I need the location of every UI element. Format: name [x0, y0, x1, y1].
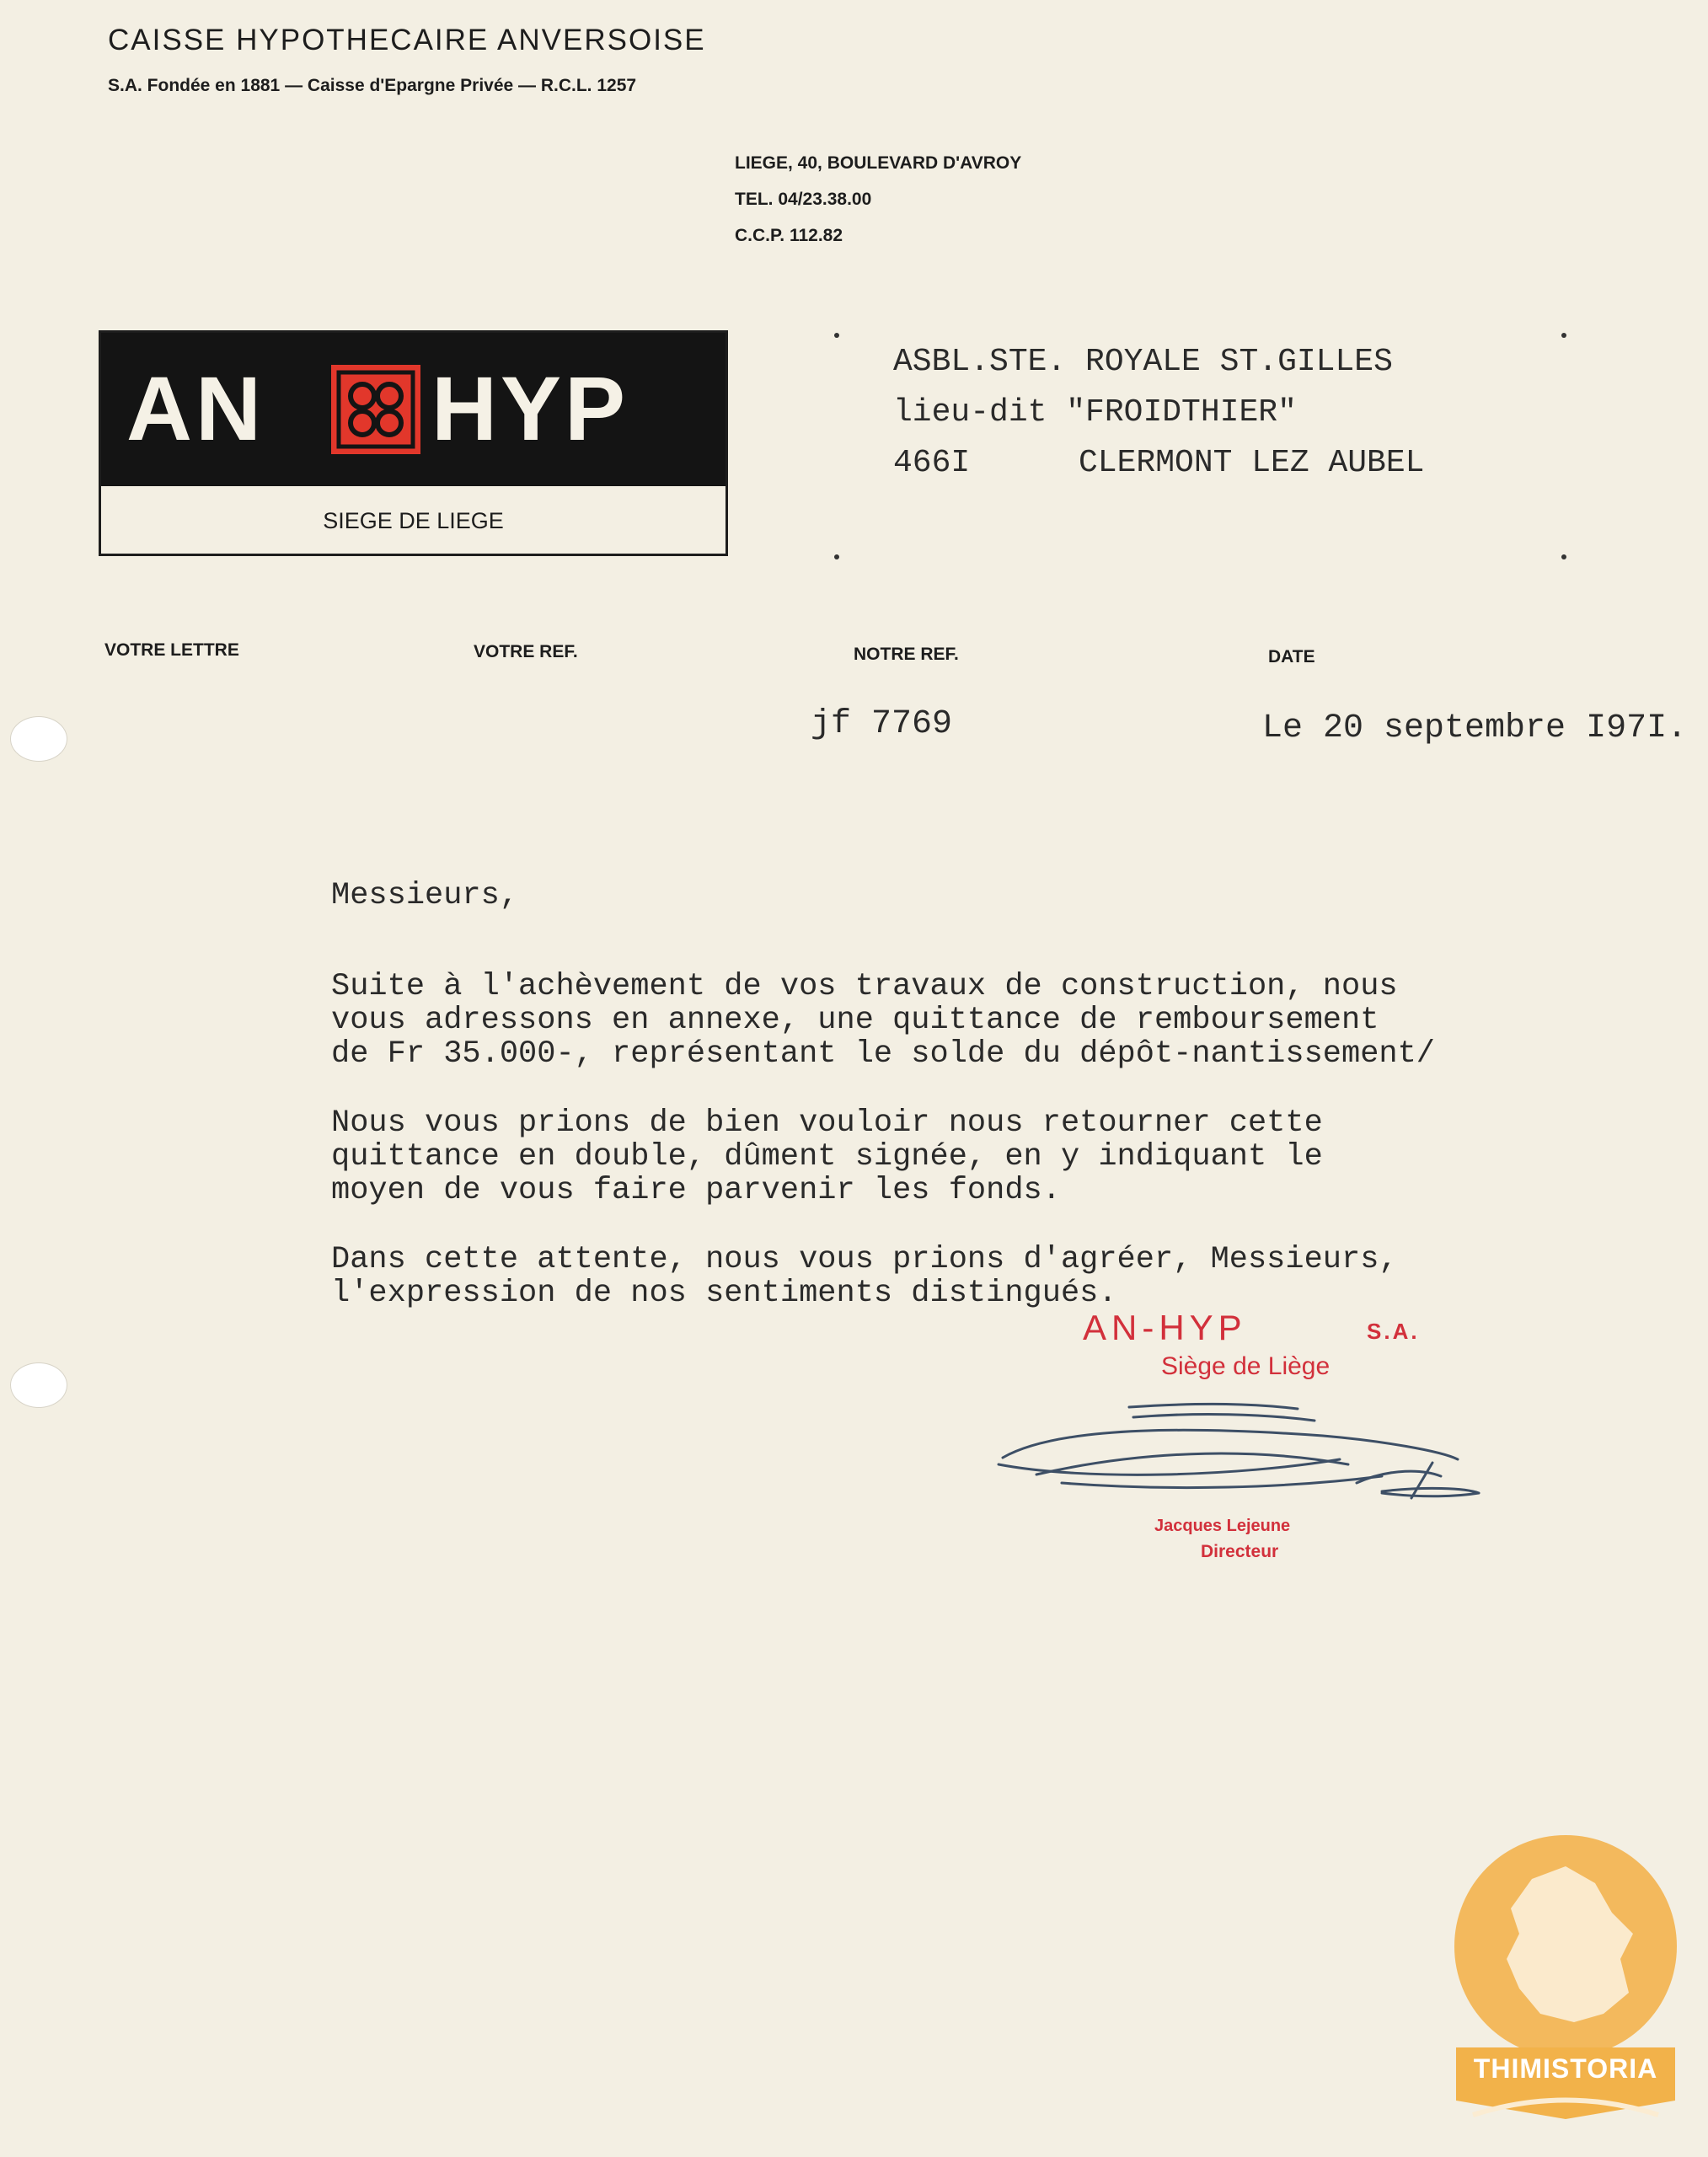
- company-phone: TEL. 04/23.38.00: [735, 190, 872, 209]
- label-notre-ref: NOTRE REF.: [854, 645, 959, 664]
- label-votre-lettre: VOTRE LETTRE: [104, 640, 239, 660]
- logo-mark-icon: [331, 365, 420, 454]
- logo-text-right: HYP: [431, 357, 629, 459]
- recipient-name: ASBL.STE. ROYALE ST.GILLES: [893, 344, 1393, 380]
- thimistoria-logo-icon: [1439, 1833, 1692, 2140]
- company-subtitle: S.A. Fondée en 1881 — Caisse d'Epargne Privée — R.C.L. 1257: [108, 76, 637, 95]
- logo-band: [101, 333, 725, 486]
- fold-mark: [1561, 554, 1566, 559]
- recipient-postcode: 466I: [893, 445, 971, 481]
- paragraph-2-line: Nous vous prions de bien vouloir nous retourner cette: [331, 1105, 1323, 1141]
- handwritten-signature: [986, 1399, 1491, 1508]
- company-name: CAISSE HYPOTHECAIRE ANVERSOISE: [108, 24, 706, 56]
- signer-name: Jacques Lejeune: [1154, 1517, 1291, 1535]
- anhyp-logo: [99, 330, 728, 556]
- signer-title: Directeur: [1201, 1542, 1279, 1561]
- salutation: Messieurs,: [331, 878, 519, 913]
- company-ccp: C.C.P. 112.82: [735, 226, 843, 245]
- company-address: LIEGE, 40, BOULEVARD D'AVROY: [735, 153, 1022, 173]
- recipient-city: CLERMONT LEZ AUBEL: [1079, 445, 1425, 481]
- stamp-sa: S.A.: [1367, 1319, 1420, 1344]
- label-date: DATE: [1268, 647, 1315, 666]
- logo-office-label: SIEGE DE LIEGE: [323, 508, 504, 533]
- stamp-company: AN-HYP: [1083, 1308, 1247, 1347]
- notre-ref-value: jf 7769: [811, 705, 953, 743]
- paragraph-1-line: Suite à l'achèvement de vos travaux de construction, nous: [331, 969, 1398, 1004]
- fold-mark: [1561, 333, 1566, 338]
- paragraph-3-line: l'expression de nos sentiments distingués.: [331, 1276, 1117, 1311]
- fold-mark: [834, 554, 839, 559]
- paragraph-2-line: quittance en double, dûment signée, en y indiquant le: [331, 1139, 1323, 1175]
- paragraph-1-line: vous adressons en annexe, une quittance de remboursement: [331, 1003, 1379, 1038]
- watermark-label: THIMISTORIA: [1473, 2053, 1658, 2084]
- paragraph-3-line: Dans cette attente, nous vous prions d'agréer, Messieurs,: [331, 1242, 1398, 1277]
- paragraph-2-line: moyen de vous faire parvenir les fonds.: [331, 1173, 1061, 1208]
- logo-text-left: AN: [126, 357, 265, 459]
- letter-date: Le 20 septembre I97I.: [1262, 709, 1688, 747]
- fold-mark: [834, 333, 839, 338]
- thimistoria-watermark: [1439, 1833, 1692, 2140]
- stamp-office: Siège de Liège: [1161, 1352, 1331, 1380]
- punch-hole: [10, 1362, 67, 1408]
- punch-hole: [10, 716, 67, 762]
- label-votre-ref: VOTRE REF.: [474, 642, 578, 661]
- paragraph-1-line: de Fr 35.000-, représentant le solde du dépôt-nantissement/: [331, 1036, 1436, 1072]
- recipient-locality: lieu-dit "FROIDTHIER": [893, 394, 1297, 431]
